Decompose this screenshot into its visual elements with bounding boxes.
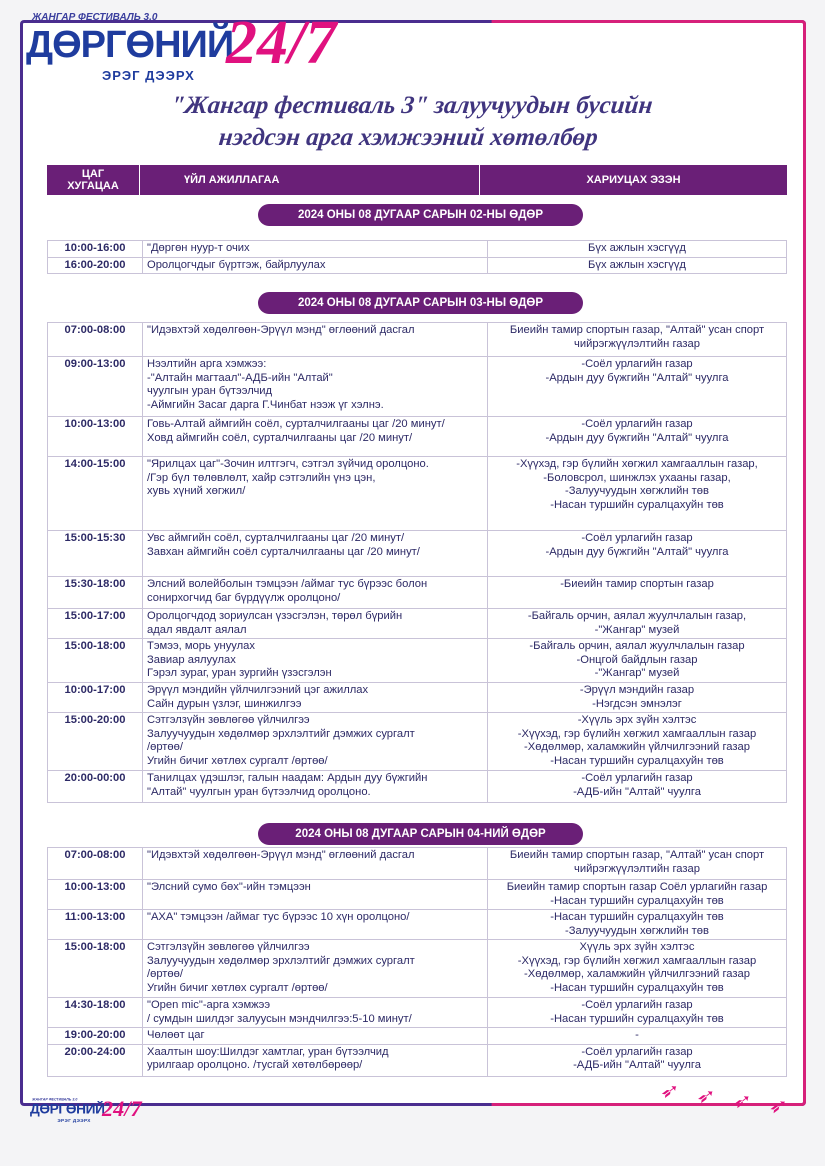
row-time: 10:00-17:00 [48,683,143,713]
row-time: 07:00-08:00 [48,848,143,880]
row-responsible: -Соёл урлагийн газар -Ардын дуу бүжгийн "Алтай" чуулга [488,357,787,417]
row-activity: Танилцах үдэшлэг, галын наадам: Ардын дуу бүжгийн "Алтай" чуулгын уран бүтээлчид оролцоно. [143,771,488,803]
row-responsible: -Соёл урлагийн газар -Ардын дуу бүжгийн "Алтай" чуулга [488,417,787,457]
day-label: 2024 ОНЫ 08 ДУГААР САРЫН 02-НЫ ӨДӨР [258,204,583,226]
table-row [48,940,787,998]
table-row [48,998,787,1028]
row-responsible: -Соёл урлагийн газар -АДБ-ийн "Алтай" чуулга [488,1044,787,1076]
row-time: 11:00-13:00 [48,910,143,940]
row-activity: "АХА" тэмцээн /аймаг тус бүрээс 10 хүн оролцоно/ [143,910,488,940]
row-responsible: Биеийн тамир спортын газар Соёл урлагийн газар -Насан туршийн суралцахуйн төв [488,880,787,910]
row-activity: Говь-Алтай аймгийн соёл, сурталчилгааны цаг /20 минут/ Ховд аймгийн соёл, сурталчилгааны цаг /20 минут/ [143,417,488,457]
row-responsible: -Биеийн тамир спортын газар [488,577,787,609]
row-activity: Увс аймгийн соёл, сурталчилгааны цаг /20 минут/ Завхан аймгийн соёл сурталчилгааны цаг /20 минут/ [143,531,488,577]
logo-name: ДӨРГӨНИЙ [26,24,234,66]
row-responsible: -Байгаль орчин, аялал жуулчлалын газар -Онцгой байдлын газар -"Жангар" музей [488,639,787,683]
row-responsible: -Хүүхэд, гэр бүлийн хөгжил хамгааллын газар, -Боловсрол, шинжлэх ухааны газар, -Залуучуудын хөгжлийн төв -Насан туршийн суралцахуйн төв [488,457,787,531]
schedule-table [47,240,787,274]
row-time: 07:00-08:00 [48,323,143,357]
table-row [48,1044,787,1076]
birds-decoration: ➶ ➶ ➶ ➶ [658,1076,796,1121]
row-time: 15:00-15:30 [48,531,143,577]
row-time: 15:00-17:00 [48,609,143,639]
row-time: 15:00-20:00 [48,713,143,771]
page-title: "Жангар фестиваль 3" залуучуудын бусийн нэгдсэн арга хэмжээний хөтөлбөр [169,92,654,151]
schedule-table [47,322,787,803]
table-row [48,417,787,457]
row-activity: Чөлөөт цаг [143,1028,488,1045]
table-row [48,713,787,771]
row-time: 15:30-18:00 [48,577,143,609]
row-activity: "Идэвхтэй хөдөлгөөн-Эрүүл мэнд" өглөөний дасгал [143,848,488,880]
row-time: 16:00-20:00 [48,257,143,274]
row-activity: "Ярилцах цаг"-Зочин илтгэгч, сэтгэл зүйчид оролцоно. /Гэр бүл төлөвлөлт, хайр сэтгэлийн үнэ цэн, хувь хүний хөгжил/ [143,457,488,531]
table-row [48,683,787,713]
day-label: 2024 ОНЫ 08 ДУГААР САРЫН 03-НЫ ӨДӨР [258,292,583,314]
row-activity: Оролцогчдыг бүртгэж, байрлуулах [143,257,488,274]
header-time: ЦАГ ХУГАЦАА [47,165,140,195]
logo-festival-text: ЖАНГАР ФЕСТИВАЛЬ 3.0 [32,12,158,23]
table-row [48,323,787,357]
header-activity: ҮЙЛ АЖИЛЛАГАА [140,165,480,195]
row-time: 09:00-13:00 [48,357,143,417]
table-row [48,577,787,609]
row-time: 10:00-13:00 [48,417,143,457]
row-time: 15:00-18:00 [48,639,143,683]
row-activity: "Идэвхтэй хөдөлгөөн-Эрүүл мэнд" өглөөний дасгал [143,323,488,357]
festival-logo [26,8,337,88]
row-activity: Хаалтын шоу:Шилдэг хамтлаг, уран бүтээлчид урилгаар оролцоно. /тусгай хөтөлбөрөөр/ [143,1044,488,1076]
row-time: 10:00-16:00 [48,241,143,258]
row-responsible: -Хүүль эрх зүйн хэлтэс -Хүүхэд, гэр бүлийн хөгжил хамгааллын газар -Хөдөлмөр, халамжийн үйлчилгээний газар -Насан туршийн суралцахуйн төв [488,713,787,771]
row-time: 20:00-24:00 [48,1044,143,1076]
row-activity: Нээлтийн арга хэмжээ: -"Алтайн магтаал"-АДБ-ийн "Алтай" чуулгын уран бүтээлчид -Аймгийн Засаг дарга Г.Чинбат нээж үг хэлнэ. [143,357,488,417]
row-time: 20:00-00:00 [48,771,143,803]
footer-logo [30,1096,142,1125]
row-activity: "Open mic"-арга хэмжээ / сумдын шилдэг залуусын мэндчилгээ:5-10 минут/ [143,998,488,1028]
row-time: 10:00-13:00 [48,880,143,910]
table-row [48,1028,787,1045]
logo-sub: ЭРЭГ ДЭЭРХ [102,68,195,83]
table-header [47,165,787,195]
table-row [48,639,787,683]
row-activity: "Элсний сумо бөх"-ийн тэмцээн [143,880,488,910]
table-row [48,880,787,910]
row-responsible: -Соёл урлагийн газар -Ардын дуу бүжгийн "Алтай" чуулга [488,531,787,577]
row-responsible: Хүүль эрх зүйн хэлтэс -Хүүхэд, гэр бүлийн хөгжил хамгааллын газар -Хөдөлмөр, халамжийн үйлчилгээний газар -Насан туршийн суралцахуйн төв [488,940,787,998]
row-responsible: Биеийн тамир спортын газар, "Алтай" усан спорт чийрэгжүүлэлтийн газар [488,323,787,357]
row-activity: "Дөргөн нуур-т очих [143,241,488,258]
footer-logo-sub: ЭРЭГ ДЭЭРХ [57,1117,91,1123]
row-responsible: Бүх ажлын хэсгүүд [488,257,787,274]
day-label: 2024 ОНЫ 08 ДУГААР САРЫН 04-НИЙ ӨДӨР [258,823,583,845]
row-activity: Элсний волейболын тэмцээн /аймаг тус бүрээс болон сонирхогчид баг бүрдүүлж оролцоно/ [143,577,488,609]
table-row [48,531,787,577]
table-row [48,848,787,880]
table-row [48,357,787,417]
row-time: 19:00-20:00 [48,1028,143,1045]
row-time: 14:00-15:00 [48,457,143,531]
table-row [48,910,787,940]
header-responsible: ХАРИУЦАХ ЭЗЭН [480,165,788,195]
row-responsible: - [488,1028,787,1045]
row-responsible: -Байгаль орчин, аялал жуулчлалын газар, -"Жангар" музей [488,609,787,639]
row-activity: Сэтгэлзүйн зөвлөгөө үйлчилгээ Залуучуудын хөдөлмөр эрхлэлтийг дэмжих сургалт /өртөө/ Угийн бичиг хөтлөх сургалт /өртөө/ [143,940,488,998]
table-row [48,457,787,531]
row-responsible: -Эрүүл мэндийн газар -Нэгдсэн эмнэлэг [488,683,787,713]
schedule-table [47,847,787,1077]
row-responsible: -Соёл урлагийн газар -АДБ-ийн "Алтай" чуулга [488,771,787,803]
row-responsible: Бүх ажлын хэсгүүд [488,241,787,258]
row-activity: Эрүүл мэндийн үйлчилгээний цэг ажиллах Сайн дурын үзлэг, шинжилгээ [143,683,488,713]
table-row [48,257,787,274]
row-responsible: -Насан туршийн суралцахуйн төв -Залуучуудын хөгжлийн төв [488,910,787,940]
row-responsible: -Соёл урлагийн газар -Насан туршийн суралцахуйн төв [488,998,787,1028]
footer-logo-festival: ЖАНГАР ФЕСТИВАЛЬ 3.0 [32,1097,78,1102]
table-row [48,241,787,258]
footer-logo-mark: 24/7 [102,1096,142,1121]
row-time: 14:30-18:00 [48,998,143,1028]
footer-logo-name: ДӨРГӨНИЙ [30,1101,105,1117]
table-row [48,771,787,803]
row-activity: Оролцогчдод зориулсан үзэсгэлэн, төрөл бүрийн адал явдалт аялал [143,609,488,639]
row-activity: Сэтгэлзүйн зөвлөгөө үйлчилгээ Залуучуудын хөдөлмөр эрхлэлтийг дэмжих сургалт /өртөө/ Угийн бичиг хөтлөх сургалт /өртөө/ [143,713,488,771]
row-responsible: Биеийн тамир спортын газар, "Алтай" усан спорт чийрэгжүүлэлтийн газар [488,848,787,880]
row-time: 15:00-18:00 [48,940,143,998]
logo-mark: 24/7 [226,9,337,77]
table-row [48,609,787,639]
row-activity: Тэмээ, морь унуулах Завиар аялуулах Гэрэл зураг, уран зургийн үзэсгэлэн [143,639,488,683]
